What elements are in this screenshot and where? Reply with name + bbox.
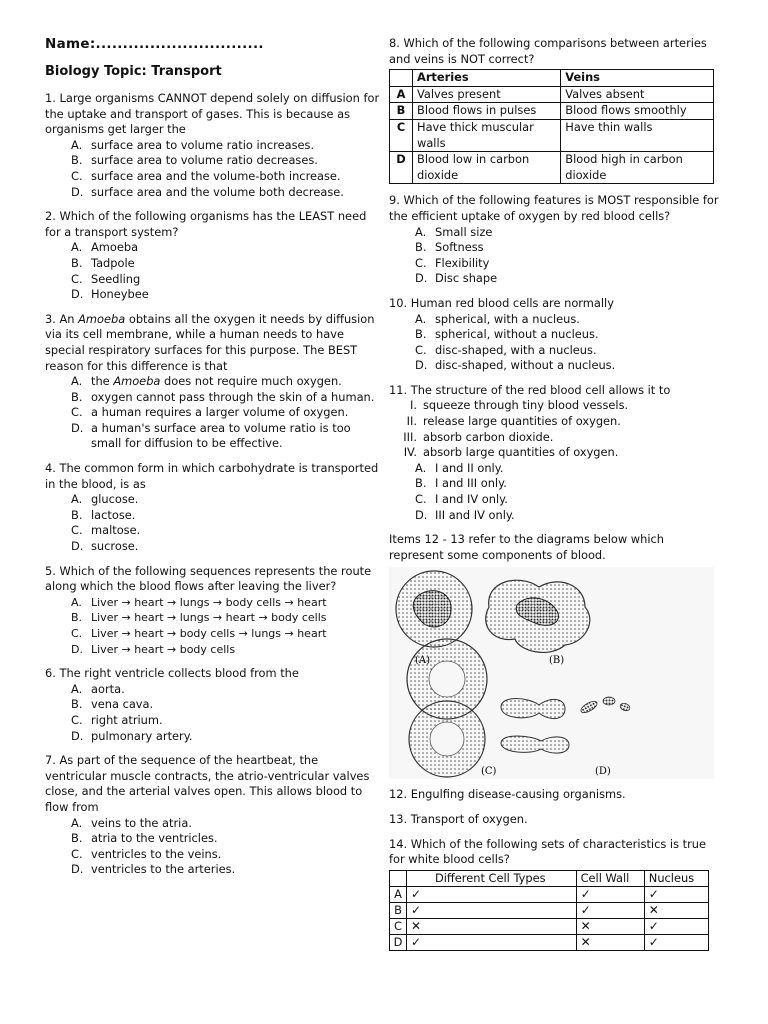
option-d: D. III and IV only. — [415, 507, 515, 522]
option-d: D. pulmonary artery. — [71, 728, 193, 743]
question-stem: 1. Large organisms CANNOT depend solely on diffusion for the uptake and transport of gases. This is because as organisms get larger the — [45, 91, 380, 137]
options-list — [45, 240, 381, 302]
question-stem: 10. Human red blood cells are normally — [389, 295, 614, 310]
topic-heading: Biology Topic: Transport — [45, 64, 222, 79]
question-5 — [45, 564, 381, 658]
statement-iii: III. absorb carbon dioxide. — [403, 429, 554, 444]
option-c: C. I and IV only. — [415, 492, 508, 507]
statement-i: I. squeeze through tiny blood vessels. — [410, 398, 629, 413]
cell-a-white-blood-cell — [396, 571, 472, 647]
check-icon: ✓ — [644, 918, 708, 934]
option-d: D. ventricles to the arteries. — [71, 862, 236, 877]
option-b: B. oxygen cannot pass through the skin of a human. — [71, 389, 375, 404]
options-list — [45, 374, 381, 452]
check-icon: ✓ — [644, 934, 708, 950]
option-d: D. Honeybee — [71, 287, 149, 302]
question-3 — [45, 312, 381, 452]
option-d: D. Disc shape — [415, 271, 498, 286]
question-stem: 9. Which of the following features is MOST responsible for the efficient uptake of oxygen by red blood cells? — [389, 193, 719, 223]
options-list — [45, 682, 381, 744]
option-a: A. the Amoeba does not require much oxygen. — [71, 374, 342, 389]
option-a: A. Small size — [415, 224, 493, 239]
option-a: A. surface area to volume ratio increases. — [71, 137, 315, 152]
statement-ii: II. release large quantities of oxygen. — [406, 414, 621, 429]
option-c: C. maltose. — [71, 523, 141, 538]
question-stem: 13. Transport of oxygen. — [389, 812, 528, 826]
table-row: D ✓ ✕ ✓ — [390, 934, 709, 950]
option-c: C. Flexibility — [415, 255, 490, 270]
question-13 — [389, 812, 719, 828]
cross-icon: ✕ — [644, 902, 708, 918]
option-c: C. right atrium. — [71, 712, 163, 727]
question-stem: 5. Which of the following sequences represents the route along which the blood flows after leaving the liver? — [45, 563, 372, 594]
question-stem: 3. An Amoeba obtains all the oxygen it needs by diffusion via its cell membrane, while a human needs to have special respiratory surfaces for this purpose. The BEST reason for this difference is that — [45, 311, 375, 373]
left-column — [45, 36, 381, 887]
option-c: C. ventricles to the veins. — [71, 846, 222, 861]
table-row: B ✓ ✓ ✕ — [390, 902, 709, 918]
option-a: A. I and II only. — [415, 460, 504, 475]
question-4 — [45, 461, 381, 555]
items-12-13-intro: Items 12 - 13 refer to the diagrams below which represent some components of blood. — [389, 532, 664, 562]
question-14 — [389, 837, 719, 951]
cross-icon: ✕ — [576, 934, 644, 950]
table-header-row: Different Cell Types Cell Wall Nucleus — [390, 870, 709, 886]
question-8 — [389, 36, 719, 184]
option-c: C. Seedling — [71, 271, 141, 286]
option-b: B. Softness — [415, 240, 484, 255]
question-9 — [389, 193, 719, 287]
option-c: C. a human requires a larger volume of oxygen. — [71, 405, 349, 420]
option-d: D. surface area and the volume both decrease. — [71, 184, 344, 199]
check-icon: ✓ — [644, 886, 708, 902]
statement-iv: IV. absorb large quantities of oxygen. — [403, 445, 619, 460]
table-header-row: Arteries Veins — [390, 70, 714, 87]
option-b: B. I and III only. — [415, 476, 507, 491]
option-d: D. Liver → heart → body cells — [71, 642, 236, 656]
blood-cells-illustration — [389, 567, 714, 779]
table-row: C Have thick muscular walls Have thin walls — [390, 119, 714, 151]
options-list — [45, 138, 381, 200]
table-row: C ✕ ✕ ✓ — [390, 918, 709, 934]
options-list — [45, 492, 381, 554]
option-b: B. lactose. — [71, 507, 136, 522]
option-a: A. veins to the atria. — [71, 815, 192, 830]
option-d: D. disc-shaped, without a nucleus. — [415, 358, 616, 373]
option-b: B. spherical, without a nucleus. — [415, 327, 599, 342]
option-b: B. vena cava. — [71, 697, 154, 712]
question-stem: 8. Which of the following comparisons between arteries and veins is NOT correct? — [389, 36, 707, 66]
question-11 — [389, 383, 719, 523]
question-stem: 7. As part of the sequence of the heartbeat, the ventricular muscle contracts, the atrio-ventricular valves close, and the arterial valves open. This allows blood to flow from — [45, 753, 370, 814]
question-12 — [389, 787, 719, 803]
label-c: (C) — [481, 766, 497, 778]
question-stem: 12. Engulfing disease-causing organisms. — [389, 787, 626, 802]
check-icon: ✓ — [407, 902, 577, 918]
option-c: C. surface area and the volume-both increase. — [71, 168, 341, 183]
table-row: A Valves present Valves absent — [390, 86, 714, 103]
right-column — [389, 36, 719, 960]
option-d: D. a human's surface area to volume ratio is too small for diffusion to be effective. — [71, 420, 351, 451]
option-a: A. Amoeba — [71, 240, 139, 255]
blood-components-diagram — [389, 567, 714, 779]
options-list — [389, 312, 719, 374]
option-b: B. Tadpole — [71, 255, 135, 270]
table-row: D Blood low in carbon dioxide Blood high in carbon dioxide — [390, 152, 714, 184]
options-list — [45, 816, 381, 878]
option-a: A. Liver → heart → lungs → body cells → heart — [71, 595, 327, 609]
label-d: (D) — [595, 766, 611, 778]
question-stem: 11. The structure of the red blood cell allows it to — [389, 382, 671, 397]
name-field-label: Name:............................... — [45, 36, 264, 52]
cross-icon: ✕ — [576, 918, 644, 934]
option-b: B. atria to the ventricles. — [71, 831, 218, 846]
question-7 — [45, 753, 381, 878]
question-2 — [45, 209, 381, 303]
arteries-veins-table — [389, 69, 714, 184]
question-6 — [45, 666, 381, 744]
table-row: B Blood flows in pulses Blood flows smoothly — [390, 103, 714, 120]
option-b: B. surface area to volume ratio decreases. — [71, 153, 318, 168]
options-list — [389, 461, 719, 523]
options-list — [45, 595, 381, 657]
option-a: A. aorta. — [71, 681, 125, 696]
label-a: (A) — [415, 655, 431, 667]
white-blood-cell-table — [389, 870, 709, 951]
label-b: (B) — [549, 655, 565, 667]
option-d: D. sucrose. — [71, 539, 139, 554]
option-a: A. glucose. — [71, 492, 139, 507]
question-stem: 14. Which of the following sets of characteristics is true for white blood cells? — [389, 836, 706, 867]
question-1 — [45, 91, 381, 200]
statements-list — [389, 398, 719, 460]
question-10 — [389, 296, 719, 374]
question-stem: 2. Which of the following organisms has the LEAST need for a transport system? — [45, 209, 367, 239]
option-b: B. Liver → heart → lungs → heart → body cells — [71, 611, 327, 625]
check-icon: ✓ — [407, 934, 577, 950]
option-c: C. disc-shaped, with a nucleus. — [415, 342, 597, 357]
options-list — [389, 225, 719, 287]
check-icon: ✓ — [407, 886, 577, 902]
option-c: C. Liver → heart → body cells → lungs → heart — [71, 627, 327, 640]
check-icon: ✓ — [576, 902, 644, 918]
check-icon: ✓ — [576, 886, 644, 902]
question-stem: 6. The right ventricle collects blood from the — [45, 666, 299, 681]
table-row: A ✓ ✓ ✓ — [390, 886, 709, 902]
cross-icon: ✕ — [407, 918, 577, 934]
option-a: A. spherical, with a nucleus. — [415, 311, 580, 326]
question-stem: 4. The common form in which carbohydrate is transported in the blood, is as — [45, 461, 379, 491]
